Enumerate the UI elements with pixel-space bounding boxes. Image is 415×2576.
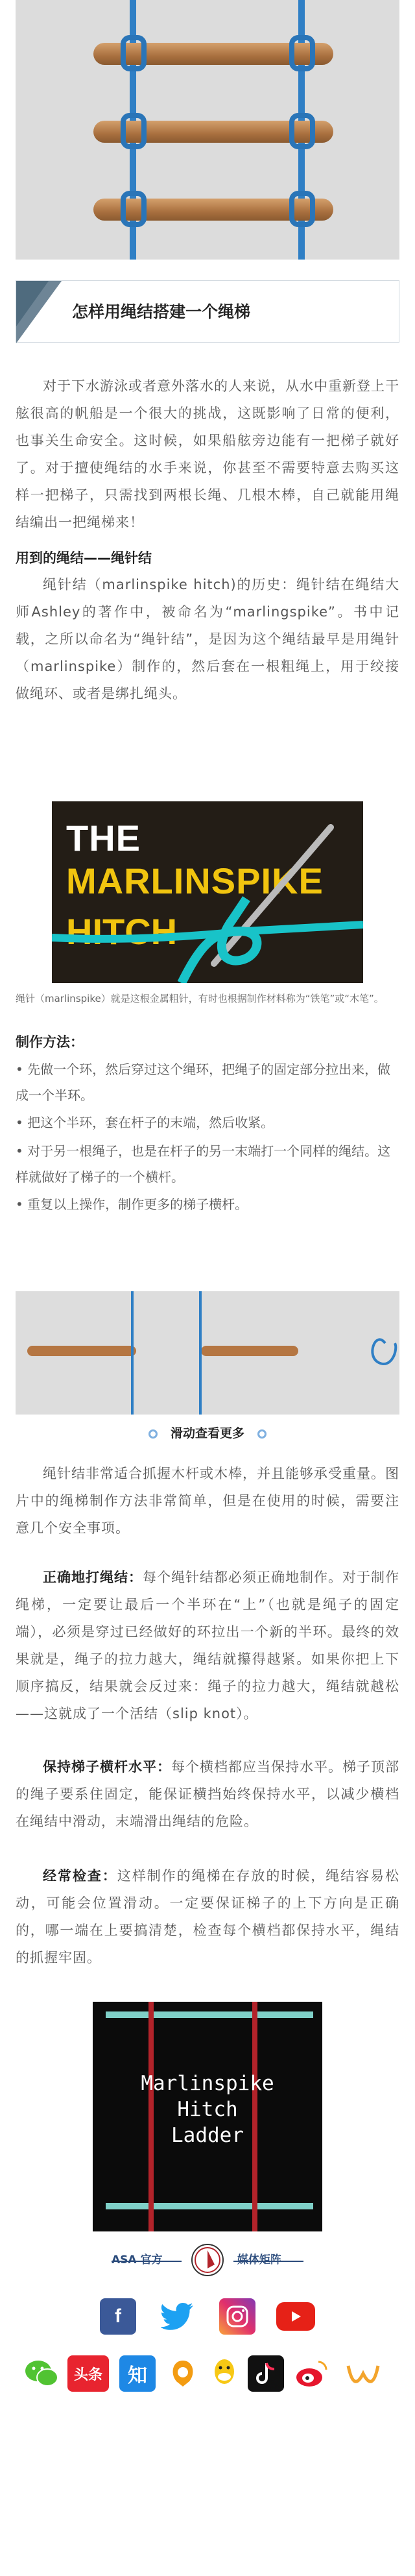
step-item: • 对于另一根绳子，也是在杆子的另一末端打一个同样的绳结。这样就做好了梯子的一个横杆。 <box>16 1143 391 1185</box>
facebook-glyph: f <box>115 2305 121 2327</box>
marlinspike-hitch-ladder-image <box>93 2002 322 2231</box>
marlinspike-hitch-image <box>52 801 363 983</box>
method-heading: 制作方法： <box>16 1034 84 1050</box>
image-title-line: Ladder <box>171 2124 244 2147</box>
step-item: • 把这个半环，套在杆子的末端，然后收紧。 <box>16 1115 274 1130</box>
knot-heading: 用到的绳结——绳针结 <box>16 550 152 566</box>
swipe-hint <box>0 1424 415 1441</box>
method-diagram <box>16 1291 399 1415</box>
title-decoration <box>16 281 49 326</box>
use-paragraph: 绳针结非常适合抓握木杆或木棒，并且能够承受重量。图片中的绳梯制作方法非常简单，但是在使用的时候，需要注意几个安全事项。 <box>16 1466 399 1536</box>
wechat-icon[interactable] <box>23 2355 60 2392</box>
tie-heading: 正确地打绳结： <box>43 1570 143 1585</box>
swipe-dot-icon <box>148 1429 158 1439</box>
asa-logo-icon <box>191 2244 224 2276</box>
title-box <box>16 280 399 343</box>
zhihu-icon[interactable] <box>119 2355 156 2392</box>
facebook-icon[interactable] <box>100 2298 136 2335</box>
knot-paragraph: 绳针结（marlinspike hitch)的历史：绳针结在绳结大师Ashley的著作中，被命名为“marlingspike”。书中记载，之所以命名为“绳针结”，是因为这个绳结最早是用绳针（marlinspike）制作的，然后套在一根粗绳上，用于绞接做绳环、或者是绑扎绳头。 <box>16 577 399 701</box>
tie-paragraph <box>16 1564 399 1727</box>
check-text: 这样制作的绳梯在存放的时候，绳结容易松动，可能会位置滑动。一定要保证梯子的上下方向是正确的，哪一端在上要搞清楚，检查每个横档都保持水平，绳结的抓握牢固。 <box>16 1868 400 1965</box>
wechat-channels-icon[interactable] <box>345 2355 381 2392</box>
youtube-icon[interactable] <box>276 2302 315 2331</box>
image-title-line: Hitch <box>177 2098 238 2121</box>
zhihu-glyph: 知 <box>128 2365 147 2387</box>
level-heading: 保持梯子横杆水平： <box>43 1759 171 1775</box>
intro-paragraph: 对于下水游泳或者意外落水的人来说，从水中重新登上干舷很高的帆船是一个很大的挑战，这既影响了日常的便利，也事关生命安全。这时候，如果船舷旁边能有一把梯子就好了。对于擅使绳结的水手来说，你甚至不需要特意去购买这样一把梯子，只需找到两根长绳、几根木棒，自己就能用绳结编出一把绳梯来！ <box>16 378 399 530</box>
weishi-icon[interactable] <box>165 2355 201 2392</box>
knot <box>289 35 315 71</box>
douyin-icon[interactable] <box>248 2355 284 2392</box>
level-text: 每个横档都应当保持水平。梯子顶部的绳子要系住固定，能保证横挡始终保持水平，以减少横档在绳结中滑动，末端滑出绳结的危险。 <box>16 1759 399 1829</box>
toutiao-glyph: 头条 <box>73 2366 102 2383</box>
swipe-dot-icon <box>257 1429 267 1439</box>
weibo-icon[interactable] <box>293 2355 329 2392</box>
page-title: 怎样用绳结搭建一个绳梯 <box>72 302 251 321</box>
image-title-line: Marlinspike <box>141 2072 274 2095</box>
knot <box>289 113 315 149</box>
tie-text: 每个绳针结都必须正确地制作。对于制作绳梯，一定要让最后一个半环在“上”（也就是绳子的固定端），必须是穿过已经做好的环拉出一个新的半环。最终的效果就是，绳子的拉力越大，绳结就攥得越紧。如果你把上下顺序搞反，结果就会反过来：绳子的拉力越大，绳结就越松——这就成了一个活结（slip knot）。 <box>16 1570 399 1721</box>
level-paragraph <box>16 1753 399 1835</box>
marlinspike-illustration <box>52 801 363 983</box>
knot <box>289 191 315 227</box>
check-paragraph <box>16 1862 399 1971</box>
image-caption: 绳针（marlinspike）就是这根金属粗针，有时也根据制作材料称为“铁笔”或“木笔”。 <box>16 993 384 1004</box>
step-item: • 重复以上操作，制作更多的梯子横杆。 <box>16 1197 248 1212</box>
check-heading: 经常检查： <box>43 1868 117 1884</box>
image-title-line: HITCH <box>66 911 178 952</box>
swipe-label: 滑动查看更多 <box>170 1426 244 1440</box>
image-title-line: THE <box>66 818 141 858</box>
footer-left-label: ASA 官方 <box>112 2254 163 2266</box>
step-item: • 先做一个环，然后穿过这个绳环，把绳子的固定部分拉出来，做成一个半环。 <box>16 1062 391 1103</box>
knot <box>121 35 147 71</box>
image-title-line: MARLINSPIKE <box>66 860 324 901</box>
hero-ladder-image <box>16 0 399 260</box>
twitter-icon[interactable] <box>160 2298 196 2335</box>
toutiao-icon[interactable] <box>67 2355 109 2392</box>
qq-icon[interactable] <box>206 2355 243 2392</box>
instagram-icon[interactable] <box>219 2298 255 2335</box>
knot <box>121 113 147 149</box>
knot <box>121 191 147 227</box>
footer-right-label: 媒体矩阵 <box>237 2254 281 2266</box>
method-diagram-carousel[interactable] <box>16 1291 399 1415</box>
